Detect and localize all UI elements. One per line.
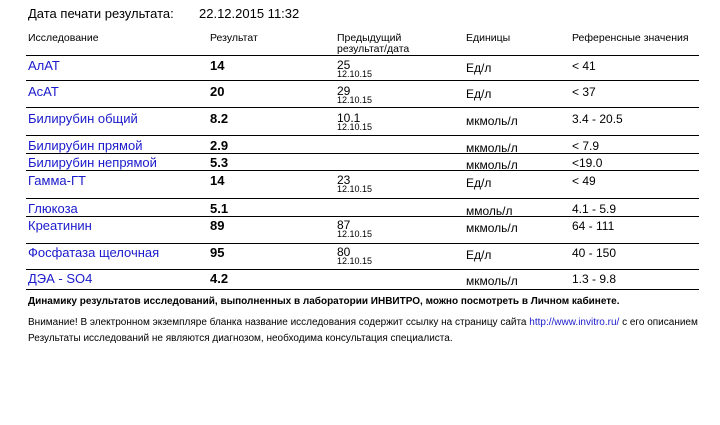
- test-name-link[interactable]: Глюкоза: [28, 201, 78, 216]
- units-value: Ед/л: [466, 248, 492, 262]
- table-row-divider: [26, 135, 699, 136]
- table-row-divider: [26, 216, 699, 217]
- previous-result-date: 12.10.15: [337, 122, 373, 132]
- result-value: 95: [210, 245, 225, 260]
- table-row-divider: [26, 243, 699, 244]
- dynamics-note: Динамику результатов исследований, выполненных в лаборатории ИНВИТРО, можно посмотреть в Личном кабинете.: [28, 296, 620, 307]
- previous-result-date: 12.10.15: [337, 229, 373, 239]
- result-value: 4.2: [210, 271, 229, 286]
- reference-range: 64 - 111: [572, 219, 615, 233]
- reference-range: 40 - 150: [572, 246, 617, 260]
- reference-range: < 37: [572, 85, 596, 99]
- previous-result-date: 12.10.15: [337, 256, 373, 266]
- column-header-reference: Референсные значения: [572, 32, 689, 44]
- result-value: 8.2: [210, 111, 229, 126]
- reference-range: < 41: [572, 59, 596, 73]
- column-header-result: Результат: [210, 32, 258, 44]
- units-value: мкмоль/л: [466, 274, 518, 288]
- units-value: мкмоль/л: [466, 141, 518, 155]
- previous-result: 80: [337, 245, 351, 259]
- table-row-divider: [26, 153, 699, 154]
- result-value: 5.1: [210, 201, 229, 216]
- result-value: 2.9: [210, 138, 229, 153]
- test-name-link[interactable]: Гамма-ГТ: [28, 173, 86, 188]
- previous-result: 87: [337, 218, 351, 232]
- column-header-previous-line2: результат/дата: [337, 43, 410, 55]
- print-date-label: Дата печати результата:: [28, 6, 174, 21]
- previous-result-date: 12.10.15: [337, 184, 373, 194]
- previous-result: 10.1: [337, 111, 361, 125]
- table-row-divider: [26, 55, 699, 56]
- result-value: 20: [210, 84, 225, 99]
- previous-result: 25: [337, 58, 351, 72]
- test-name-link[interactable]: Креатинин: [28, 218, 92, 233]
- table-row-divider: [26, 198, 699, 199]
- attention-prefix: Внимание! В электронном экземпляре бланка название исследования содержит ссылку на страницу сайта: [28, 317, 527, 328]
- units-value: Ед/л: [466, 61, 492, 75]
- units-value: мкмоль/л: [466, 114, 518, 128]
- table-row-divider: [26, 80, 699, 81]
- column-header-units: Единицы: [466, 32, 511, 44]
- test-name-link[interactable]: АсАТ: [28, 84, 59, 99]
- invitro-link[interactable]: http://www.invitro.ru/: [529, 317, 620, 328]
- previous-result: 29: [337, 84, 351, 98]
- attention-suffix: с его описанием: [622, 317, 698, 328]
- test-name-link[interactable]: Фосфатаза щелочная: [28, 245, 160, 260]
- print-date-value: 22.12.2015 11:32: [199, 6, 300, 21]
- test-name-link[interactable]: Билирубин общий: [28, 111, 138, 126]
- reference-range: < 49: [572, 174, 596, 188]
- units-value: мкмоль/л: [466, 158, 518, 172]
- previous-result-date: 12.10.15: [337, 69, 373, 79]
- table-row-divider: [26, 107, 699, 108]
- reference-range: < 7.9: [572, 139, 600, 153]
- reference-range: 4.1 - 5.9: [572, 202, 617, 216]
- table-row-divider: [26, 269, 699, 270]
- test-name-link[interactable]: Билирубин непрямой: [28, 155, 157, 170]
- column-header-test: Исследование: [28, 32, 99, 44]
- units-value: Ед/л: [466, 176, 492, 190]
- units-value: Ед/л: [466, 87, 492, 101]
- test-name-link[interactable]: Билирубин прямой: [28, 138, 143, 153]
- table-row-divider: [26, 170, 699, 171]
- previous-result-date: 12.10.15: [337, 95, 373, 105]
- units-value: мкмоль/л: [466, 221, 518, 235]
- column-header-previous-line1: Предыдущий: [337, 32, 402, 44]
- reference-range: 1.3 - 9.8: [572, 272, 617, 286]
- test-name-link[interactable]: ДЭА - SO4: [28, 271, 93, 286]
- previous-result: 23: [337, 173, 351, 187]
- result-value: 14: [210, 58, 225, 73]
- reference-range: <19.0: [572, 156, 603, 170]
- result-value: 14: [210, 173, 225, 188]
- test-name-link[interactable]: АлАТ: [28, 58, 60, 73]
- reference-range: 3.4 - 20.5: [572, 112, 623, 126]
- table-row-divider: [26, 289, 699, 290]
- result-value: 89: [210, 218, 225, 233]
- attention-note: [28, 317, 698, 328]
- result-value: 5.3: [210, 155, 229, 170]
- disclaimer-note: Результаты исследований не являются диагнозом, необходима консультация специалиста.: [28, 333, 453, 344]
- units-value: ммоль/л: [466, 204, 513, 218]
